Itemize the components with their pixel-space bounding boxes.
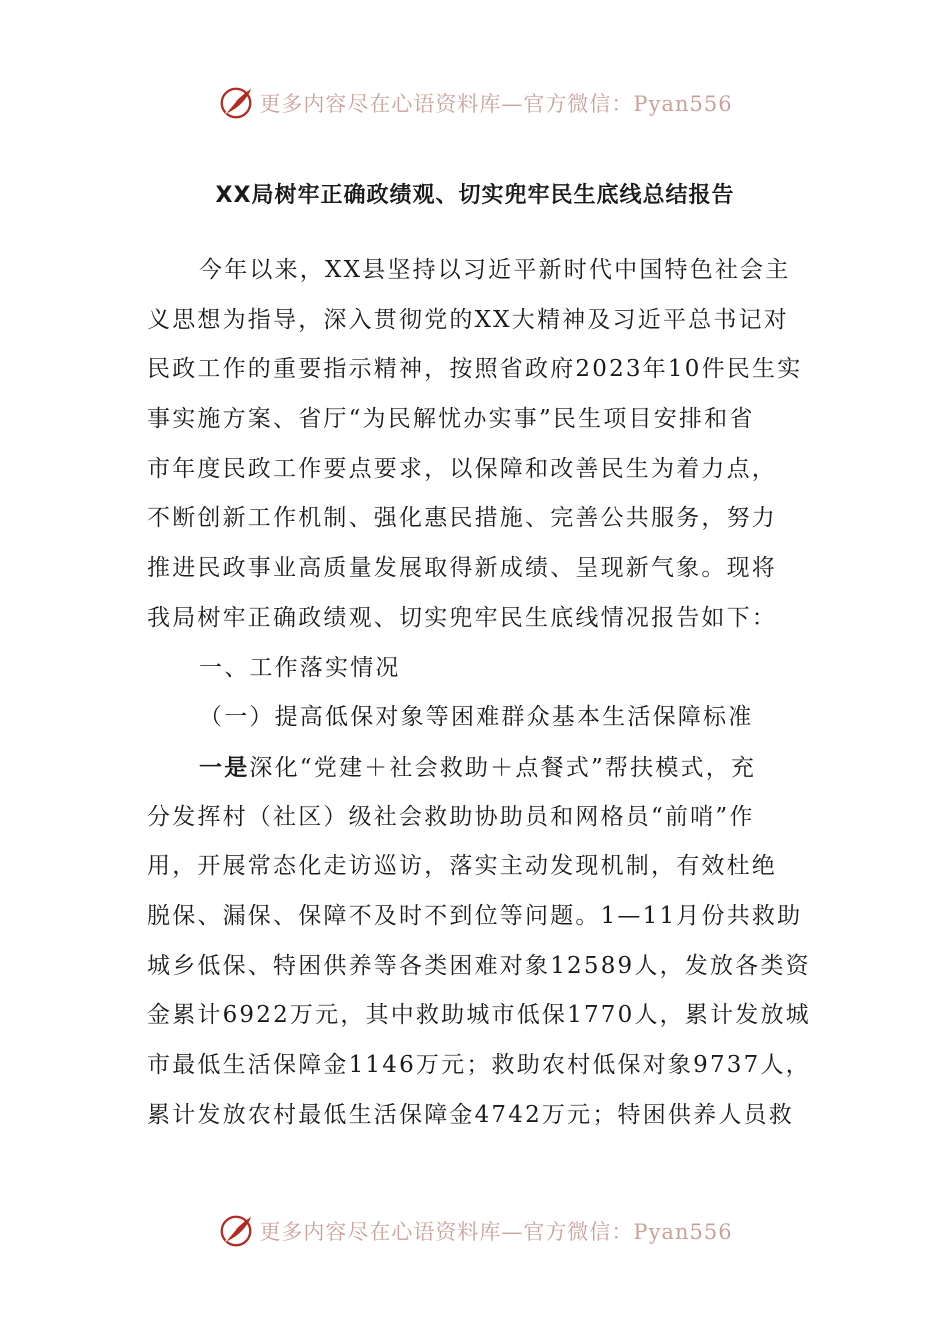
body-line: 义思想为指导，深入贯彻党的XX大精神及习近平总书记对 bbox=[147, 306, 789, 333]
document-body bbox=[147, 246, 811, 1140]
body-line-rest: 深化“党建＋社会救助＋点餐式”帮扶模式，充 bbox=[249, 754, 757, 781]
watermark-text: 更多内容尽在心语资料库—官方微信：Pyan556 bbox=[259, 92, 733, 116]
watermark-top bbox=[0, 83, 950, 123]
body-line: 累计发放农村最低生活保障金4742万元；特困供养人员救 bbox=[147, 1101, 794, 1128]
body-line: 金累计6922万元，其中救助城市低保1770人，累计发放城 bbox=[147, 1002, 811, 1029]
body-line bbox=[147, 743, 807, 793]
body-line: 城乡低保、特困供养等各类困难对象12589人，发放各类资 bbox=[147, 952, 811, 979]
body-line: 民政工作的重要指示精神，按照省政府2023年10件民生实 bbox=[147, 356, 803, 383]
watermark-text: 更多内容尽在心语资料库—官方微信：Pyan556 bbox=[259, 1220, 733, 1244]
document-title: XX局树牢正确政绩观、切实兜牢民生底线总结报告 bbox=[215, 183, 735, 208]
body-line: 用，开展常态化走访巡访，落实主动发现机制，有效杜绝 bbox=[147, 853, 777, 880]
body-line: 事实施方案、省厅“为民解忧办实事”民生项目安排和省 bbox=[147, 406, 755, 433]
body-line: 不断创新工作机制、强化惠民措施、完善公共服务，努力 bbox=[147, 505, 777, 532]
body-line: 今年以来，XX县坚持以习近平新时代中国特色社会主 bbox=[199, 257, 791, 283]
feather-pen-logo-icon bbox=[217, 84, 255, 122]
bold-lead-text: 一是 bbox=[199, 753, 250, 781]
section-heading: 一、工作落实情况 bbox=[199, 654, 401, 681]
subsection-heading: （一）提高低保对象等困难群众基本生活保障标准 bbox=[199, 704, 754, 731]
body-line: 我局树牢正确政绩观、切实兜牢民生底线情况报告如下： bbox=[147, 604, 777, 631]
body-line: 分发挥村（社区）级社会救助协助员和网格员“前哨”作 bbox=[147, 803, 755, 830]
feather-pen-logo-icon bbox=[217, 1212, 255, 1250]
body-line: 市年度民政工作要点要求，以保障和改善民生为着力点， bbox=[147, 455, 777, 482]
watermark-bottom bbox=[0, 1211, 950, 1251]
body-line: 脱保、漏保、保障不及时不到位等问题。1—11月份共救助 bbox=[147, 902, 803, 929]
body-line: 市最低生活保障金1146万元；救助农村低保对象9737人， bbox=[147, 1052, 811, 1078]
body-line: 推进民政事业高质量发展取得新成绩、呈现新气象。现将 bbox=[147, 555, 777, 582]
